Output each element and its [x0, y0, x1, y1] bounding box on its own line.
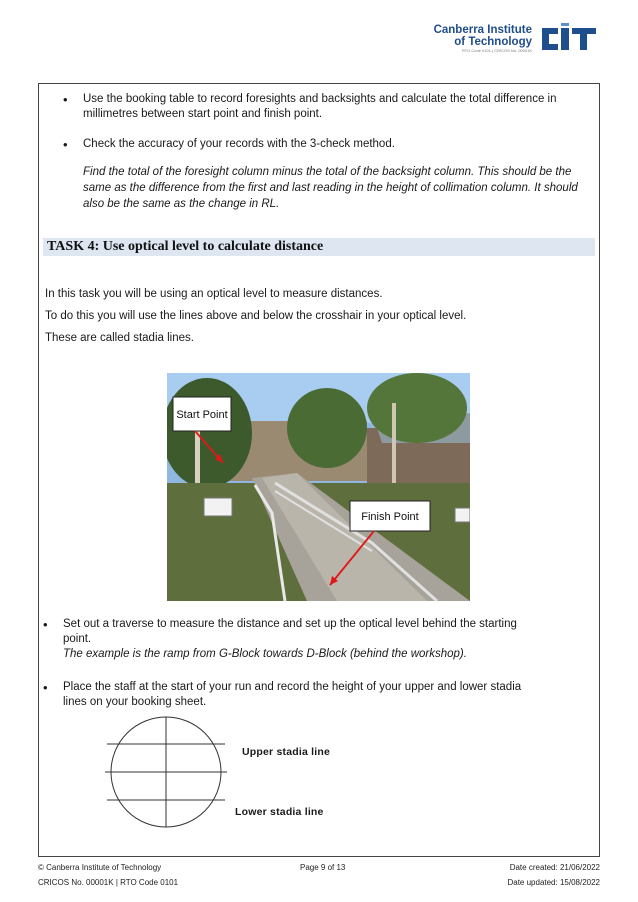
bullet-traverse [19, 617, 539, 662]
task-heading-bar [43, 238, 595, 256]
bullet-traverse-example: The example is the ramp from G-Block towards D-Block (behind the workshop). [63, 648, 467, 660]
intro-paragraph-2: To do this you will use the lines above and below the crosshair in your optical level. [45, 310, 467, 322]
ramp-photo [167, 373, 470, 601]
check-instructions: Find the total of the foresight column minus the total of the backsight column. This should be the same as the difference from the first and last reading in the height of collimation column. It should also be the same as the change in RL. [83, 166, 578, 210]
lower-stadia-label: Lower stadia line [235, 806, 324, 818]
bullet-list-1 [39, 92, 579, 122]
crosshair-diagram [101, 716, 231, 828]
finish-point-label: Finish Point [361, 511, 419, 523]
intro-paragraph-3: These are called stadia lines. [45, 332, 194, 344]
bullet-staff: • Place the staff at the start of your run and record the height of your upper and lower stadia lines on your booking sheet. [19, 680, 539, 710]
cit-logo [434, 22, 598, 56]
intro-paragraph-1: In this task you will be using an optical level to measure distances. [45, 288, 383, 300]
logo-code: RTO Code 0101 | CRICOS No. 00001K [461, 48, 532, 54]
footer-page-number: Page 9 of 13 [300, 863, 346, 872]
content-frame [38, 83, 600, 857]
upper-stadia-label: Upper stadia line [242, 746, 331, 758]
footer-date-updated: Date updated: 15/08/2022 [507, 878, 600, 887]
bullet-booking-table: • Use the booking table to record foresights and backsights and calculate the total difference in millimetres between start point and finish point. [39, 92, 579, 122]
bullet-list-2 [39, 137, 579, 152]
task-title: TASK 4: Use optical level to calculate distance [47, 239, 324, 254]
start-point-label: Start Point [176, 409, 228, 421]
footer-copyright: © Canberra Institute of Technology [38, 863, 162, 872]
footer-cricos: CRICOS No. 00001K | RTO Code 0101 [38, 878, 179, 887]
logo-line1: Canberra Institute [433, 24, 532, 37]
bullet-traverse-text: Set out a traverse to measure the distance and set up the optical level behind the starting point. [63, 618, 517, 645]
logo-line2: of Technology [454, 36, 532, 49]
logo-text [434, 24, 532, 53]
cit-mark-icon [538, 22, 598, 56]
bullet-list-3 [19, 617, 539, 662]
bullet-list-4 [19, 680, 539, 710]
bullet-3-check: • Check the accuracy of your records with the 3-check method. [39, 137, 579, 152]
footer-date-created: Date created: 21/06/2022 [509, 863, 600, 872]
